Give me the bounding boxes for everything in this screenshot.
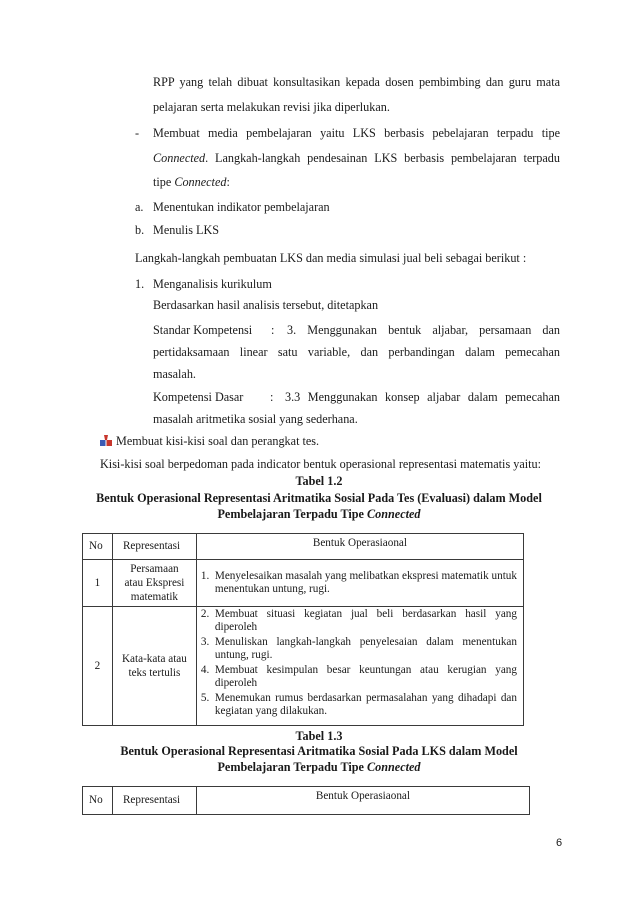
list-item: Menganalisis kurikulum [153, 277, 272, 291]
table-1-3 [82, 786, 530, 815]
bentuk-item [201, 636, 517, 662]
paragraph-line [153, 150, 560, 166]
table-caption-number: Tabel 1.3 [295, 729, 343, 743]
header-representasi: Representasi [112, 787, 196, 815]
paragraph-line: Berdasarkan hasil analisis tersebut, ditetapkan [153, 298, 379, 312]
paragraph-line: RPP yang telah dibuat konsultasikan kepada dosen pembimbing dan guru mata [153, 75, 560, 89]
rep-line: Kata-kata atau [121, 653, 187, 665]
paragraph-line: Membuat media pembelajaran yaitu LKS berbasis pebelajaran terpadu tipe [153, 126, 560, 140]
header-representasi: Representasi [112, 534, 196, 560]
item-number: 3. [200, 636, 210, 648]
paragraph-line: Kisi-kisi soal berpedoman pada indicator bentuk operasional representasi matematis yaitu: [100, 457, 541, 471]
list-marker: a. [135, 200, 144, 214]
italic-term: Connected [367, 760, 421, 774]
paragraph-line: masalah. [153, 367, 196, 381]
paragraph-text: tipe [153, 175, 175, 189]
paragraph-line: 3. Menggunakan bentuk aljabar, persamaan dan [287, 323, 560, 337]
item-number: 2. [200, 608, 210, 620]
row-representasi [112, 607, 196, 726]
bentuk-item [201, 570, 517, 596]
italic-term: Connected [174, 175, 227, 189]
table-caption-title [0, 506, 638, 522]
rep-line: matematik [130, 591, 179, 603]
paragraph-line: 3.3 Menggunakan konsep aljabar dalam pemecahan [285, 390, 560, 404]
item-number: 5. [200, 692, 210, 704]
book-bullet-icon [100, 435, 112, 446]
header-no: No [83, 534, 113, 560]
bentuk-item [201, 692, 517, 718]
header-no: No [83, 787, 113, 815]
table-row [83, 560, 524, 607]
bentuk-item [201, 664, 517, 690]
rep-line: teks tertulis [128, 667, 181, 679]
list-marker: - [135, 126, 140, 140]
row-no: 1 [83, 560, 113, 607]
item-text: Menemukan rumus berdasarkan permasalahan yang dihadapi dan kegiatan yang dilakukan. [214, 692, 517, 717]
paragraph-text: : [226, 175, 230, 189]
paragraph-line: pertidaksamaan linear satu variable, dan perbandingan dalam pemecahan [153, 345, 560, 359]
kd-colon: : [270, 390, 274, 404]
rep-line: Persamaan [130, 563, 179, 575]
row-no: 2 [83, 607, 113, 726]
page-number: 6 [556, 837, 563, 849]
bentuk-item [201, 608, 517, 634]
row-representasi [112, 560, 196, 607]
row-bentuk [196, 560, 523, 607]
caption-text: Pembelajaran Terpadu Tipe [217, 507, 368, 521]
row-bentuk [196, 607, 523, 726]
item-number: 1. [200, 570, 210, 582]
list-marker: 1. [135, 277, 145, 291]
header-bentuk: Bentuk Operasiaonal [196, 534, 523, 560]
italic-term: Connected [367, 507, 421, 521]
table-caption-title: Bentuk Operasional Representasi Aritmatika Sosial Pada LKS dalam Model [120, 744, 518, 758]
table-caption-number: Tabel 1.2 [295, 474, 343, 488]
table-header-row [83, 787, 530, 815]
bullet-text: Membuat kisi-kisi soal dan perangkat tes. [116, 434, 320, 448]
paragraph-line: masalah aritmetika sosial yang sederhana. [153, 412, 358, 426]
italic-term: Connected [153, 151, 206, 165]
list-item: Menulis LKS [153, 223, 220, 237]
table-header-row [83, 534, 524, 560]
table-row [83, 607, 524, 726]
paragraph-text: . Langkah-langkah pendesainan LKS berbasis pembelajaran terpadu [205, 151, 560, 165]
bullet-item [100, 433, 319, 449]
table-caption-title: Bentuk Operasional Representasi Aritmatika Sosial Pada Tes (Evaluasi) dalam Model [96, 491, 542, 505]
header-bentuk: Bentuk Operasiaonal [196, 787, 529, 815]
item-text: Membuat kesimpulan besar keuntungan atau kerugian yang diperoleh [214, 664, 517, 689]
rep-line: atau Ekspresi [124, 577, 185, 589]
paragraph-line [153, 174, 230, 190]
paragraph-line: pelajaran serta melakukan revisi jika diperlukan. [153, 100, 390, 114]
table-caption-title [0, 759, 638, 775]
item-text: Menuliskan langkah-langkah penyelesaian dalam menentukan untung, rugi. [214, 636, 517, 661]
kd-label: Kompetensi Dasar [153, 390, 244, 404]
sk-colon: : [271, 323, 275, 337]
list-item: Menentukan indikator pembelajaran [153, 200, 330, 214]
list-marker: b. [135, 223, 145, 237]
item-text: Membuat situasi kegiatan jual beli berdasarkan hasil yang diperoleh [214, 608, 517, 633]
paragraph-line: Langkah-langkah pembuatan LKS dan media simulasi jual beli sebagai berikut : [135, 251, 527, 265]
item-text: Menyelesaikan masalah yang melibatkan ekspresi matematik untuk menentukan untung, rugi. [214, 570, 517, 595]
table-1-2 [82, 533, 524, 726]
sk-label: Standar Kompetensi [153, 323, 253, 337]
caption-text: Pembelajaran Terpadu Tipe [217, 760, 368, 774]
item-number: 4. [200, 664, 210, 676]
